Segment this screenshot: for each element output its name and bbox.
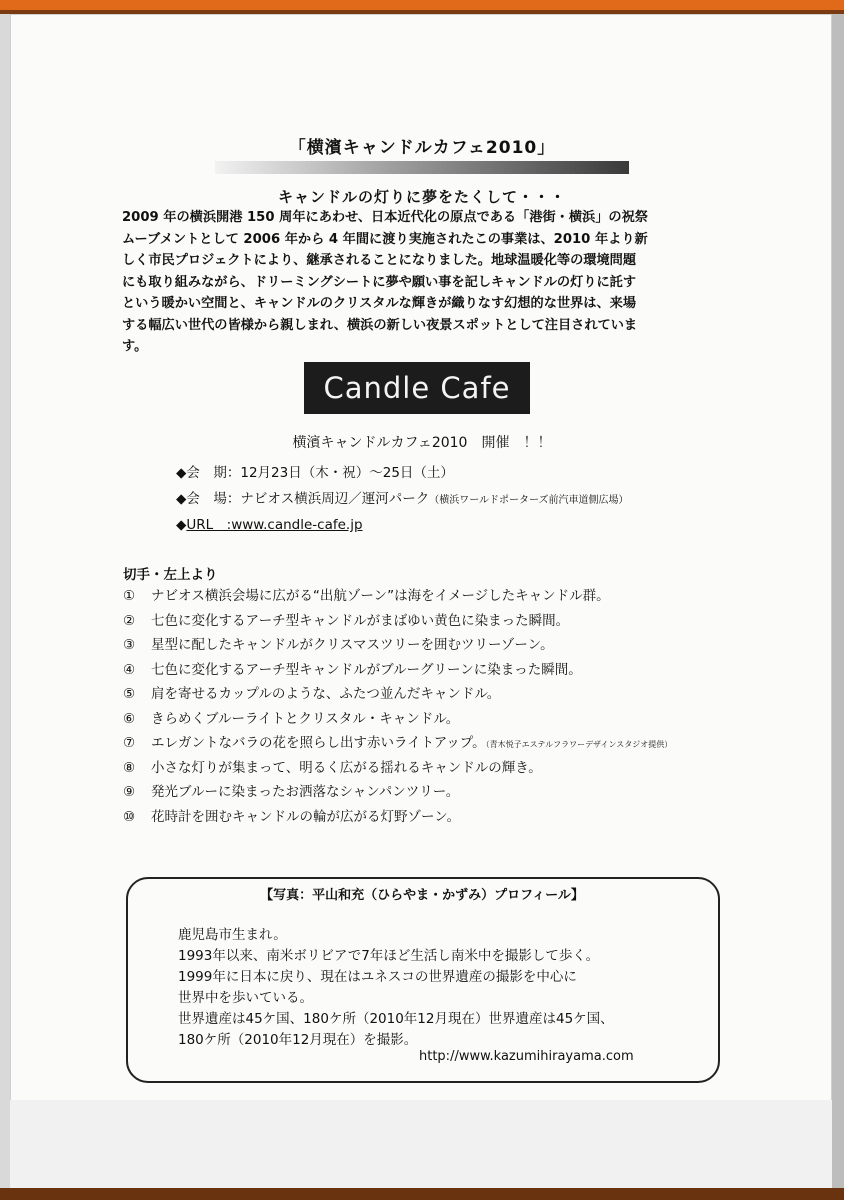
stamp-list <box>123 584 743 829</box>
list-item <box>123 609 743 634</box>
document-subtitle: キャンドルの灯りに夢をたくして・・・ <box>277 188 566 206</box>
item-text: ナビオス横浜会場に広がる“出航ゾーン”は海をイメージしたキャンドル群。 <box>151 588 610 604</box>
intro-line: す。 <box>122 339 148 354</box>
item-number: ⑦ <box>123 735 136 751</box>
list-item <box>123 658 743 683</box>
venue-text: ◆会 場：ナビオス横浜周辺／運河パーク <box>176 491 430 507</box>
intro-line: ムーブメントとして 2006 年から 4 年間に渡り実施されたこの事業は、2010 年より新 <box>122 231 648 247</box>
list-item <box>123 682 743 707</box>
list-item <box>123 756 743 781</box>
item-text: 発光ブルーに染まったお洒落なシャンパンツリー。 <box>151 784 460 800</box>
list-item <box>123 731 743 756</box>
item-number: ⑧ <box>123 759 136 776</box>
document-title: 「横濱キャンドルカフェ2010」 <box>288 138 556 158</box>
top-orange-stripe <box>0 0 844 10</box>
list-item <box>123 584 743 609</box>
venue-note: （横浜ワールドポーターズ前汽車道側広場） <box>429 495 629 506</box>
item-number: ③ <box>123 637 136 653</box>
list-item <box>123 633 743 658</box>
item-text: 花時計を囲むキャンドルの輪が広がる灯野ゾーン。 <box>151 808 461 825</box>
profile-body <box>178 925 698 1051</box>
intro-paragraph <box>122 207 720 358</box>
list-item <box>123 780 743 805</box>
item-text: 小さな灯りが集まって、明るく広がる揺れるキャンドルの輝き。 <box>151 759 542 776</box>
intro-line: する幅広い世代の皆様から親しまれ、横浜の新しい夜景スポットとして注目されていま <box>122 317 638 333</box>
bottom-dark-stripe <box>0 1188 844 1200</box>
item-text: エレガントなバラの花を照らし出す赤いライトアップ。 <box>151 735 486 751</box>
intro-line: にも取り組みながら、ドリーミングシートに夢や願い事を記しキャンドルの灯りに託す <box>122 274 637 290</box>
profile-line: 1999年に日本に戻り、現在はユネスコの世界遺産の撮影を中心に <box>178 969 577 985</box>
list-item <box>123 707 743 732</box>
item-number: ⑥ <box>123 710 136 727</box>
gradient-divider <box>215 161 629 174</box>
item-number: ⑩ <box>123 808 136 825</box>
url-bullet: ◆ <box>176 517 187 533</box>
event-heading: 横濱キャンドルカフェ2010 開催 ！！ <box>292 435 552 451</box>
event-period: ◆会 期：12月23日（木・祝）～25日（土） <box>176 465 454 481</box>
item-number: ⑤ <box>123 686 136 702</box>
intro-line: しく市民プロジェクトにより、継承されることになりました。地球温暖化等の環境問題 <box>122 253 637 268</box>
event-url-link[interactable]: URL :www.candle-cafe.jp <box>186 517 363 533</box>
item-text: きらめくブルーライトとクリスタル・キャンドル。 <box>151 710 460 727</box>
item-number: ⑨ <box>123 784 136 800</box>
event-url-line <box>176 513 363 533</box>
profile-line: 世界遺産は45ケ国、180ケ所（2010年12月現在）世界遺産は45ケ国、 <box>178 1011 614 1027</box>
item-credit-note: （青木悦子エステルフラワーデザインスタジオ提供） <box>485 740 673 749</box>
profile-line: 世界中を歩いている。 <box>178 990 313 1006</box>
event-venue <box>176 487 629 507</box>
intro-line: という暖かい空間と、キャンドルのクリスタルな輝きが織りなす幻想的な世界は、来場 <box>122 296 637 311</box>
item-number: ④ <box>123 661 136 678</box>
item-number: ① <box>123 588 136 604</box>
profile-url-link[interactable]: http://www.kazumihirayama.com <box>419 1049 634 1064</box>
item-number: ② <box>123 612 136 629</box>
profile-heading: 【写真：平山和充（ひらやま・かずみ）プロフィール】 <box>260 888 584 903</box>
paper-bottom-tone <box>10 1100 832 1188</box>
intro-line: 2009 年の横浜開港 150 周年にあわせ、日本近代化の原点である「港街・横浜」の祝祭 <box>122 210 648 225</box>
stamps-heading: 切手・左上より <box>123 567 218 583</box>
item-text: 七色に変化するアーチ型キャンドルがブルーグリーンに染まった瞬間。 <box>151 661 582 678</box>
candle-cafe-logo <box>304 362 530 414</box>
list-item <box>123 805 743 830</box>
item-text: 星型に配したキャンドルがクリスマスツリーを囲むツリーゾーン。 <box>151 637 554 653</box>
logo-text: Candle Cafe <box>323 371 511 405</box>
profile-line: 1993年以来、南米ボリビアで7年ほど生活し南米中を撮影して歩く。 <box>178 948 600 964</box>
profile-line: 鹿児島市生まれ。 <box>178 927 287 943</box>
item-text: 肩を寄せるカップルのような、ふたつ並んだキャンドル。 <box>151 686 501 702</box>
item-text: 七色に変化するアーチ型キャンドルがまばゆい黄色に染まった瞬間。 <box>151 612 570 629</box>
profile-line: 180ケ所（2010年12月現在）を撮影。 <box>178 1032 418 1048</box>
